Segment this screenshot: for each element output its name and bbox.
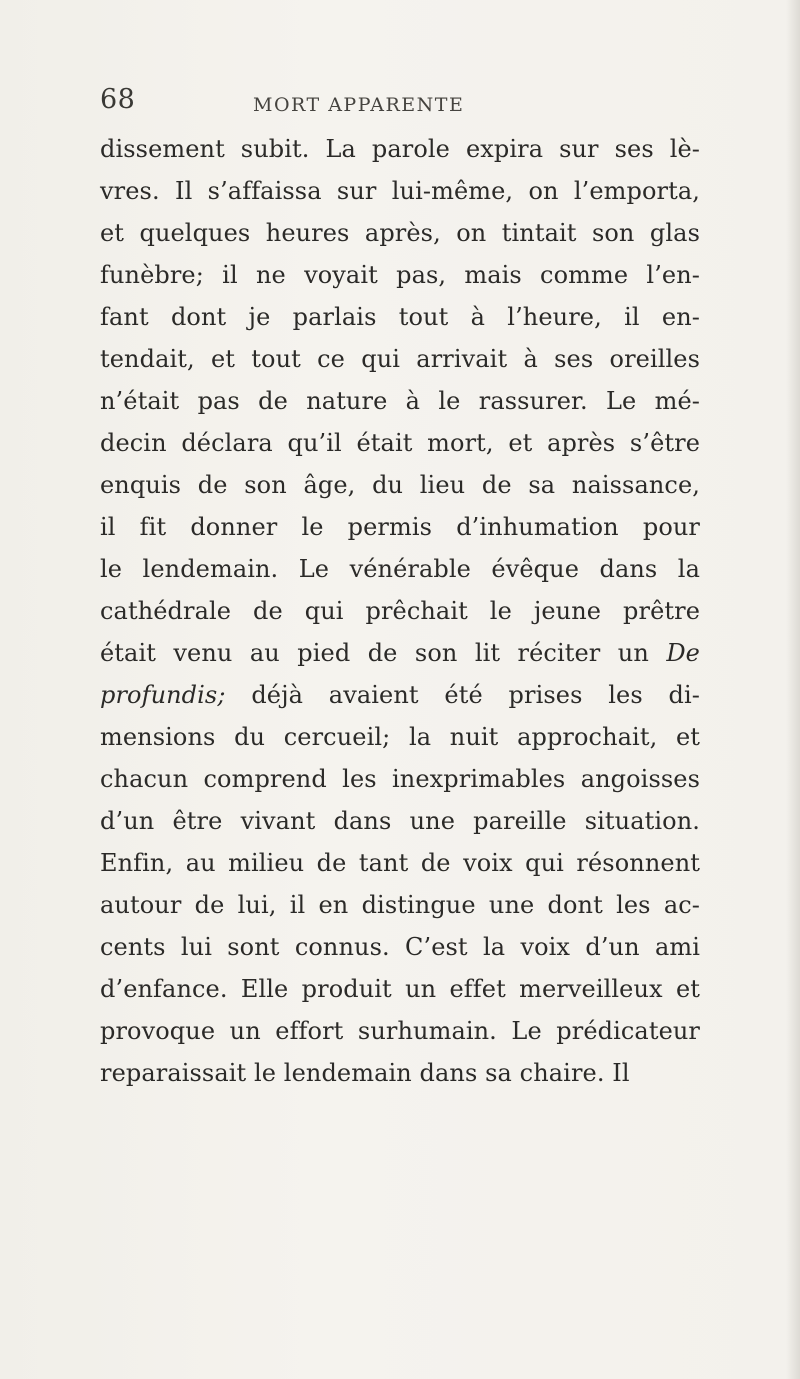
text-line-15: mensions du cercueil; la nuit approchait, et (100, 723, 700, 751)
text-line-11: le lendemain. Le vénérable évêque dans la (100, 555, 700, 583)
text-line-8: decin déclara qu’il était mort, et après s’être (100, 429, 700, 457)
text-line-16: chacun comprend les inexprimables angoisses (100, 765, 700, 793)
text-line-19: autour de lui, il en distingue une dont les ac- (100, 891, 700, 919)
text-line-21: d’enfance. Elle produit un effet merveilleux et (100, 975, 700, 1003)
text-line-6: tendait, et tout ce qui arrivait à ses oreilles (100, 345, 700, 373)
text-line-1: dissement subit. La parole expira sur ses lè- (100, 135, 700, 163)
text-line-4: funèbre; il ne voyait pas, mais comme l’en- (100, 261, 700, 289)
text-line-18: Enfin, au milieu de tant de voix qui résonnent (100, 849, 700, 877)
italic-profundis: profundis; (100, 681, 226, 709)
text-line-23: reparaissait le lendemain dans sa chaire. Il (100, 1059, 630, 1087)
text-line-12: cathédrale de qui prêchait le jeune prêtre (100, 597, 700, 625)
text-line-7: n’était pas de nature à le rassurer. Le mé- (100, 387, 700, 415)
running-title: MORT APPARENTE (253, 94, 465, 116)
text-line-2: vres. Il s’affaissa sur lui-même, on l’emporta, (100, 177, 700, 205)
text-line-17: d’un être vivant dans une pareille situation. (100, 807, 700, 835)
text-line-3: et quelques heures après, on tintait son glas (100, 219, 700, 247)
text-line-14-roman: déjà avaient été prises les di- (251, 681, 700, 709)
text-line-9: enquis de son âge, du lieu de sa naissance, (100, 471, 700, 499)
text-line-13 (100, 632, 700, 674)
text-line-22: provoque un effort surhumain. Le prédicateur (100, 1017, 700, 1045)
italic-de: De (666, 639, 700, 667)
text-line-5: fant dont je parlais tout à l’heure, il en- (100, 303, 700, 331)
text-line-20: cents lui sont connus. C’est la voix d’un ami (100, 933, 700, 961)
running-head (100, 84, 700, 124)
text-line-13-roman: était venu au pied de son lit réciter un (100, 639, 649, 667)
body-text (100, 128, 700, 1094)
text-line-10: il fit donner le permis d’inhumation pour (100, 513, 700, 541)
page-edge-shadow (786, 0, 800, 1379)
page-number: 68 (100, 84, 136, 115)
text-line-14 (100, 674, 700, 716)
